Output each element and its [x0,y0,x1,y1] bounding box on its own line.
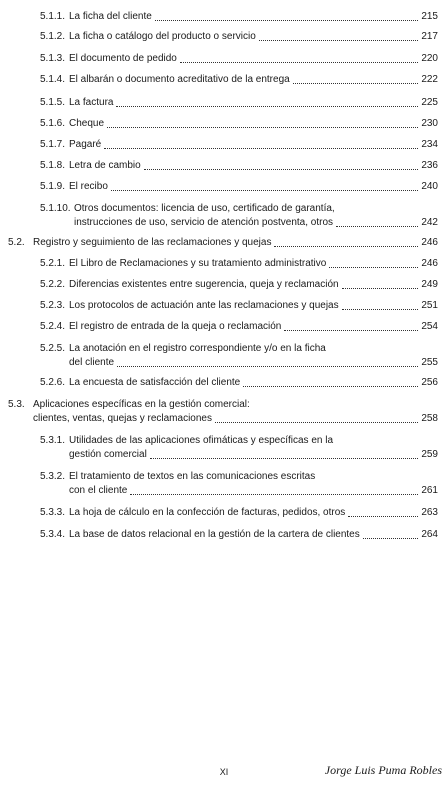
toc-entry-number: 5.2.3. [40,300,66,311]
leader-dots [243,385,418,387]
toc-page-number: 261 [421,485,438,496]
toc-page-number: 222 [421,74,438,85]
toc-entry-number: 5.1.6. [40,118,66,129]
toc-entry-number: 5.2.4. [40,321,66,332]
toc-entry-number: 5.1.8. [40,160,66,171]
leader-dots [180,61,418,63]
toc-page-number: 263 [421,507,438,518]
toc-entry-title: Registro y seguimiento de las reclamaciones y quejas [33,237,272,248]
toc-page-number: 246 [421,258,438,269]
leader-dots [117,365,418,367]
toc-page-number: 249 [421,279,438,290]
toc-entry-number: 5.1.3. [40,53,66,64]
toc-entry-number: 5.1.2. [40,31,66,42]
toc-entry-title: Utilidades de las aplicaciones ofimáticas y específicas en la [69,435,334,446]
toc-entry-title: Los protocolos de actuación ante las reclamaciones y quejas [69,300,339,311]
toc-entry-number: 5.1.5. [40,97,66,108]
toc-page-number: 251 [421,300,438,311]
leader-dots [363,537,419,539]
author-name: Jorge Luis Puma Robles [324,763,442,777]
toc-page-number: 215 [421,11,438,22]
toc-entry-number: 5.2.1. [40,258,66,269]
leader-dots [284,329,418,331]
toc-entry-title: El registro de entrada de la queja o reclamación [69,321,282,332]
leader-dots [274,245,418,247]
toc-entry-title: La encuesta de satisfacción del cliente [69,377,241,388]
leader-dots [107,126,418,128]
page-number: XI [219,767,229,777]
leader-dots [259,39,419,41]
leader-dots [329,266,418,268]
toc-page-number: 225 [421,97,438,108]
toc-entry-number: 5.3.2. [40,471,66,482]
toc-entry-number: 5.2.2. [40,279,66,290]
toc-page-number: 256 [421,377,438,388]
toc-entry-number: 5.1.10. [40,203,71,214]
toc-entry-title: gestión comercial [69,449,147,460]
toc-page-number: 259 [421,449,438,460]
toc-entry-title: La factura [69,97,114,108]
toc-entry-title: Letra de cambio [69,160,141,171]
toc-entry-number: 5.2.6. [40,377,66,388]
toc-page-number: 236 [421,160,438,171]
toc-entry-title: La ficha del cliente [69,11,152,22]
toc-entry-title: Cheque [69,118,105,129]
toc-page-number: 217 [421,31,438,42]
toc-entry-title: El documento de pedido [69,53,177,64]
leader-dots [144,168,419,170]
toc-entry-number: 5.3.4. [40,529,66,540]
toc-page-number: 254 [421,321,438,332]
toc-page-number: 234 [421,139,438,150]
toc-entry-title: El albarán o documento acreditativo de la entrega [69,74,290,85]
leader-dots [293,82,419,84]
leader-dots [111,189,418,191]
toc-page-number: 242 [421,217,438,228]
toc-page-number: 220 [421,53,438,64]
toc-entry-title: La anotación en el registro correspondiente y/o en la ficha [69,343,326,354]
leader-dots [336,225,418,227]
toc-entry-title: Otros documentos: licencia de uso, certificado de garantía, [74,203,335,214]
toc-page-number: 264 [421,529,438,540]
toc-page-number: 246 [421,237,438,248]
toc-entry-title: clientes, ventas, quejas y reclamaciones [33,413,212,424]
leader-dots [150,457,419,459]
toc-page-number: 258 [421,413,438,424]
toc-entry-title: con el cliente [69,485,128,496]
leader-dots [130,493,418,495]
toc-entry-number: 5.1.9. [40,181,66,192]
toc-entry-number: 5.2.5. [40,343,66,354]
toc-entry-number: 5.1.1. [40,11,66,22]
toc-entry-title: La hoja de cálculo en la confección de facturas, pedidos, otros [69,507,346,518]
toc-entry-number: 5.3.1. [40,435,66,446]
leader-dots [116,105,418,107]
toc-entry-title: instrucciones de uso, servicio de atención postventa, otros [74,217,334,228]
leader-dots [104,147,418,149]
toc-entry-title: El recibo [69,181,108,192]
leader-dots [348,515,418,517]
toc-entry-number: 5.1.7. [40,139,66,150]
toc-entry-title: del cliente [69,357,115,368]
toc-entry-title: El tratamiento de textos en las comunicaciones escritas [69,471,316,482]
leader-dots [342,308,419,310]
toc-entry-number: 5.2. [8,237,25,248]
toc-entry-title: La ficha o catálogo del producto o servicio [69,31,256,42]
leader-dots [155,19,418,21]
toc-entry-number: 5.3. [8,399,25,410]
toc-entry-number: 5.3.3. [40,507,66,518]
toc-entry-title: La base de datos relacional en la gestión de la cartera de clientes [69,529,360,540]
toc-entry-title: El Libro de Reclamaciones y su tratamiento administrativo [69,258,327,269]
toc-entry-title: Diferencias existentes entre sugerencia, queja y reclamación [69,279,339,290]
toc-page-number: 230 [421,118,438,129]
toc-entry-title: Pagaré [69,139,102,150]
toc-page-number: 240 [421,181,438,192]
toc-page-number: 255 [421,357,438,368]
leader-dots [342,287,419,289]
toc-entry-number: 5.1.4. [40,74,66,85]
leader-dots [215,421,418,423]
toc-entry-title: Aplicaciones específicas en la gestión comercial: [33,399,250,410]
